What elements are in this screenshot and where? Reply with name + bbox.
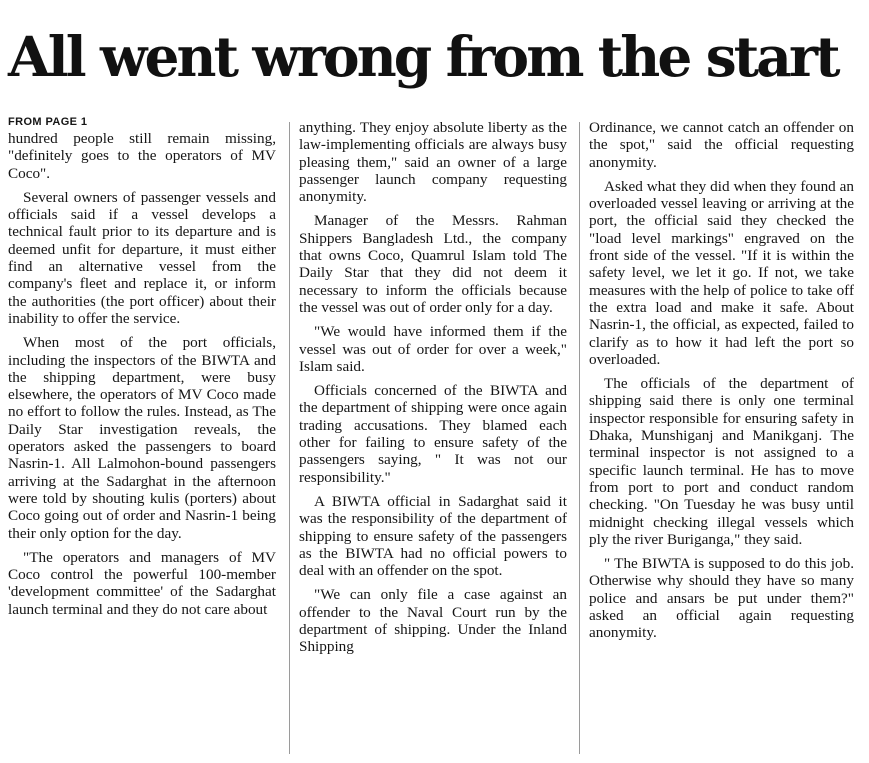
continuation-kicker: FROM PAGE 1	[8, 116, 88, 128]
paragraph: " The BIWTA is supposed to do this job. Otherwise why should they have so many police and ansars be put under them?" asked an official again requesting anonymity.	[589, 555, 854, 642]
column-divider	[289, 122, 290, 754]
paragraph: Manager of the Messrs. Rahman Shippers Bangladesh Ltd., the company that owns Coco, Quamrul Islam told The Daily Star that they did not deem it necessary to inform the officials because the vessel was out of order only for a day.	[299, 212, 567, 316]
paragraph: Asked what they did when they found an overloaded vessel leaving or arriving at the port, the official said they checked the "load level markings" engraved on the front side of the vessel. "If it is within the safety level, we let it go. If not, we take measures with the help of police to take off the extra load and make it safe. About Nasrin-1, the official, as expected, failed to clarify as to how it had left the port so overloaded.	[589, 177, 854, 368]
article-body	[0, 116, 869, 763]
paragraph: "We would have informed them if the vessel was out of order for over a week," Islam said.	[299, 323, 567, 375]
headline: All went wrong from the start	[8, 24, 838, 89]
paragraph: "The operators and managers of MV Coco control the powerful 100-member 'development committee' of the Sadarghat launch terminal and they do not care about	[8, 548, 276, 618]
paragraph: The officials of the department of shipping said there is only one terminal inspector responsible for ensuring safety in Dhaka, Munshiganj and Manikganj. The terminal inspector is not assigned to a specific launch terminal. He has to move from port to port and conduct random checking. "On Tuesday he was busy until midnight checking illegal vessels which ply the river Buriganga," they said.	[589, 375, 854, 548]
paragraph: anything. They enjoy absolute liberty as the law-implementing officials are always busy pleasing them," said an owner of a large passenger launch company requesting anonymity.	[299, 119, 567, 206]
column-divider	[579, 122, 580, 754]
paragraph: Officials concerned of the BIWTA and the department of shipping were once again trading accusations. They blamed each other for failing to ensure safety of the passengers saying, " It was not our responsibility."	[299, 382, 567, 486]
article-column-2	[299, 119, 567, 763]
paragraph: "We can only file a case against an offender to the Naval Court run by the department of shipping. Under the Inland Shipping	[299, 586, 567, 656]
paragraph: When most of the port officials, including the inspectors of the BIWTA and the shipping department, were busy elsewhere, the operators of MV Coco made no effort to follow the rules. Instead, as The Daily Star investigation reveals, the operators asked the passengers to board Nasrin-1. All Lalmohon-bound passengers arriving at the Sadarghat in the afternoon were told by shouting kulis (porters) about Coco going out of order and Nasrin-1 being their only option for the day.	[8, 334, 276, 542]
paragraph: hundred people still remain missing, "definitely goes to the operators of MV Coco".	[8, 130, 276, 182]
paragraph: A BIWTA official in Sadarghat said it was the responsibility of the department of shipping to ensure safety of the passengers as the BIWTA had no official powers to deal with an offender on the spot.	[299, 492, 567, 580]
paragraph: Ordinance, we cannot catch an offender on the spot," said the official requesting anonymity.	[589, 119, 854, 171]
article-column-1	[8, 116, 276, 763]
article-column-3	[589, 119, 854, 763]
paragraph: Several owners of passenger vessels and officials said if a vessel develops a technical fault prior to its departure and is deemed unfit for departure, it must either find an alternative vessel from the company's fleet and replace it, or inform the authorities (the port officer) about their inability to offer the service.	[8, 188, 276, 327]
